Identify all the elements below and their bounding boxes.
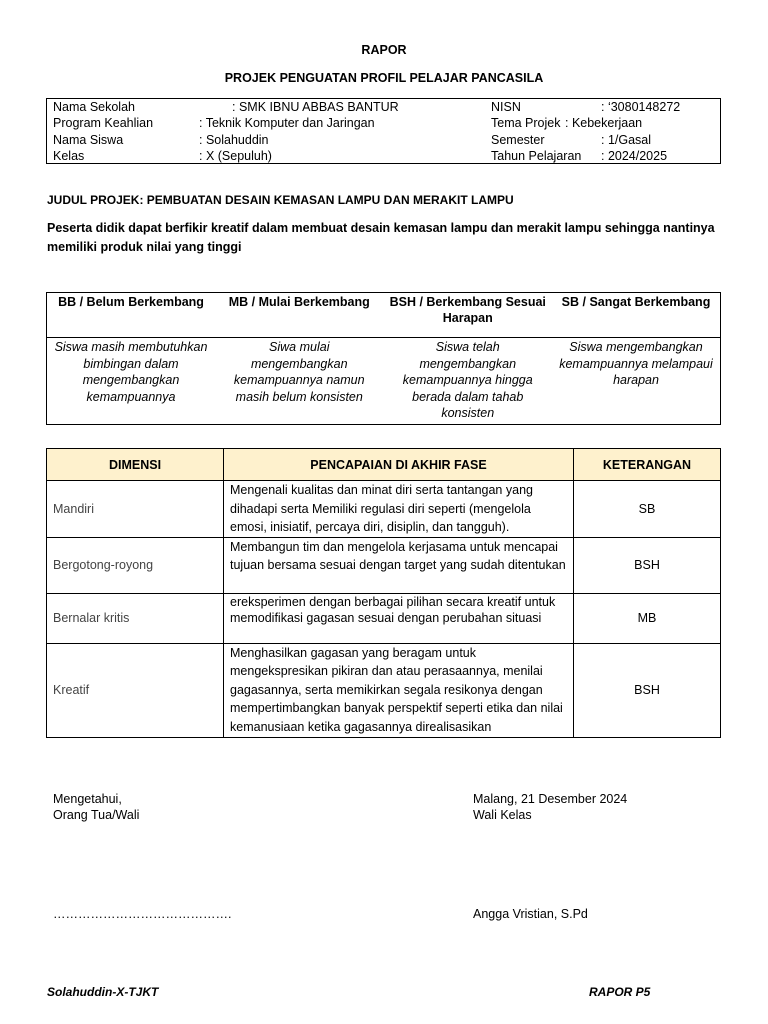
semester-label: Semester — [491, 133, 545, 147]
left-signature-heading — [53, 791, 139, 823]
tahun-value: : 2024/2025 — [601, 149, 668, 163]
info-row-program — [47, 115, 720, 131]
table-row — [47, 643, 721, 737]
keterangan-cell: MB — [574, 593, 721, 643]
legend-header-bsh: BSH / Berkembang Sesuai Harapan — [384, 293, 553, 338]
legend-desc-bsh: Siswa telah mengembangkan kemampuannya hingga berada dalam tahab konsisten — [402, 340, 533, 420]
legend-header-sb: SB / Sangat Berkembang — [552, 293, 721, 338]
nama-siswa-value: : Solahuddin — [199, 133, 269, 147]
dimensi-cell: Bernalar kritis — [47, 593, 224, 643]
nama-sekolah-value: : SMK IBNU ABBAS BANTUR — [232, 100, 399, 114]
left-signature-line1: Mengetahui, — [53, 792, 122, 806]
signature-role: Wali Kelas — [473, 808, 532, 822]
info-row-sekolah — [47, 99, 720, 115]
table-row — [47, 537, 721, 593]
project-title: JUDUL PROJEK: PEMBUATAN DESAIN KEMASAN LAMPU DAN MERAKIT LAMPU — [47, 193, 514, 207]
program-label: Program Keahlian — [53, 116, 154, 130]
right-signature-heading — [473, 791, 627, 823]
legend-desc-sb: Siswa mengembangkan kemampuannya melampaui harapan — [559, 340, 713, 387]
pencapaian-cell: Membangun tim dan mengelola kerjasama untuk mencapai tujuan bersama sesuai dengan target yang sudah ditentukan — [224, 537, 574, 593]
assessment-table — [46, 448, 721, 738]
student-info-box — [46, 98, 721, 164]
legend-desc-bb: Siswa masih membutuhkan bimbingan dalam mengembangkan kemampuannya — [54, 340, 208, 404]
dimensi-cell: Mandiri — [47, 481, 224, 538]
legend-header-mb: MB / Mulai Berkembang — [215, 293, 384, 338]
kelas-value: : X (Sepuluh) — [199, 149, 272, 163]
tema-value: : Kebekerjaan — [565, 116, 643, 130]
parent-signature-blank: ……………………………………. — [53, 907, 232, 921]
info-row-nama — [47, 132, 720, 148]
dimensi-cell: Kreatif — [47, 643, 224, 737]
header-dimensi: DIMENSI — [47, 449, 224, 481]
project-description: Peserta didik dapat berfikir kreatif dalam membuat desain kemasan lampu dan merakit lampu sehingga nantinya memiliki produk nilai yang tinggi — [47, 221, 715, 254]
header-pencapaian: PENCAPAIAN DI AKHIR FASE — [224, 449, 574, 481]
header-keterangan: KETERANGAN — [574, 449, 721, 481]
nama-siswa-label: Nama Siswa — [53, 133, 124, 147]
nisn-label: NISN — [491, 100, 521, 114]
nisn-value: : ‘3080148272 — [601, 100, 681, 114]
legend-table — [46, 292, 721, 425]
keterangan-cell: BSH — [574, 537, 721, 593]
report-subtitle: PROJEK PENGUATAN PROFIL PELAJAR PANCASILA — [224, 71, 544, 85]
table-row — [47, 593, 721, 643]
teacher-name: Angga Vristian, S.Pd — [473, 907, 588, 921]
program-value: : Teknik Komputer dan Jaringan — [199, 116, 375, 130]
nama-sekolah-label: Nama Sekolah — [53, 100, 135, 114]
legend-header-row — [47, 293, 721, 338]
keterangan-cell: SB — [574, 481, 721, 538]
left-signature-line2: Orang Tua/Wali — [53, 808, 140, 822]
table-row — [47, 481, 721, 538]
info-row-kelas — [47, 148, 720, 164]
tahun-label: Tahun Pelajaran — [491, 149, 582, 163]
kelas-label: Kelas — [53, 149, 85, 163]
tema-label: Tema Projek — [491, 116, 561, 130]
legend-description-row — [47, 338, 721, 425]
semester-value: : 1/Gasal — [601, 133, 652, 147]
pencapaian-cell: ereksperimen dengan berbagai pilihan secara kreatif untuk memodifikasi gagasan sesuai dengan perubahan situasi — [224, 593, 574, 643]
assessment-header-row — [47, 449, 721, 481]
legend-header-bb: BB / Belum Berkembang — [47, 293, 216, 338]
signature-date: Malang, 21 Desember 2024 — [473, 792, 628, 806]
legend-desc-mb: Siwa mulai mengembangkan kemampuannya namun masih belum konsisten — [233, 340, 365, 404]
dimensi-cell: Bergotong-royong — [47, 537, 224, 593]
footer-student: Solahuddin-X-TJKT — [47, 985, 159, 999]
report-title: RAPOR — [361, 43, 407, 57]
pencapaian-cell: Mengenali kualitas dan minat diri serta tantangan yang dihadapi serta Memiliki regulasi diri seperti (mengelola emosi, inisiatif, percaya diri, disiplin, dan tangguh). — [224, 481, 574, 538]
keterangan-cell: BSH — [574, 643, 721, 737]
pencapaian-cell: Menghasilkan gagasan yang beragam untuk mengekspresikan pikiran dan atau perasaannya, menilai gagasannya, serta memikirkan segala resikonya dengan mempertimbangkan banyak perspektif seperti etika dan nilai kemanusiaan ketika gagasannya direalisasikan — [224, 643, 574, 737]
footer-doc-name: RAPOR P5 — [589, 985, 651, 999]
